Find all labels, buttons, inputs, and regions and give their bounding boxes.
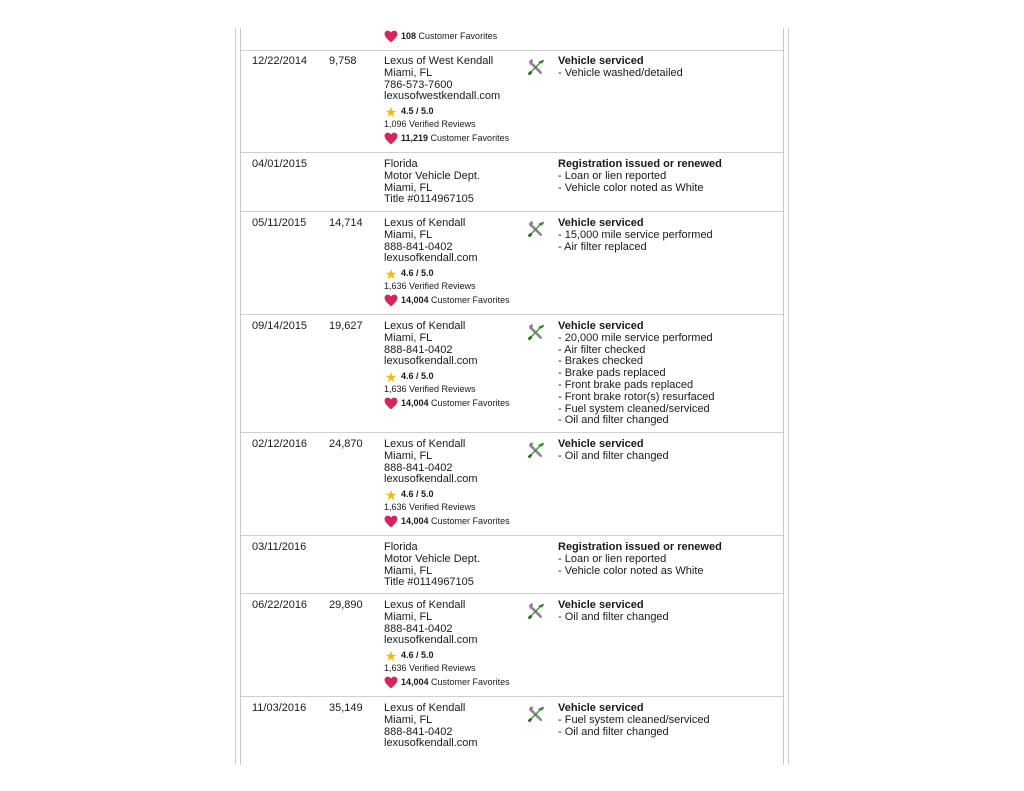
heart-icon	[384, 676, 398, 689]
source-line: lexusofkendall.com	[384, 634, 478, 647]
record-date: 02/12/2016	[252, 438, 308, 450]
record-source	[384, 439, 510, 528]
favorites-line	[384, 30, 497, 43]
detail-item: - Vehicle color noted as White	[558, 564, 704, 577]
favorites-count: 14,004	[401, 676, 429, 687]
record-heading: Vehicle serviced	[558, 55, 644, 67]
service-tools-icon	[527, 58, 545, 76]
favorites-label: Customer Favorites	[431, 397, 510, 408]
source-line: 888-841-0402	[384, 461, 453, 474]
source-line: Miami, FL	[384, 66, 433, 79]
heart-icon	[384, 397, 398, 410]
detail-item: - Oil and filter changed	[558, 725, 669, 738]
rating-line	[384, 370, 510, 383]
detail-item: - 15,000 mile service performed	[558, 228, 713, 241]
detail-item: - Oil and filter changed	[558, 610, 669, 623]
rating-value: 4.6 / 5.0	[401, 489, 434, 500]
record-heading: Vehicle serviced	[558, 599, 644, 611]
source-line: Lexus of Kendall	[384, 599, 466, 611]
source-line: Title #0114967105	[384, 193, 474, 206]
record-mileage: 35,149	[329, 702, 363, 714]
detail-item: - 20,000 mile service performed	[558, 331, 713, 344]
favorites-count: 14,004	[401, 515, 429, 526]
record-mileage: 19,627	[329, 320, 363, 332]
favorites-label: Customer Favorites	[431, 294, 510, 305]
reviews-count: 1,636 Verified Reviews	[384, 281, 476, 292]
source-line: Miami, FL	[384, 610, 433, 623]
detail-item: - Vehicle washed/detailed	[558, 66, 683, 79]
rating-line	[384, 267, 510, 280]
record-mileage: 29,890	[329, 599, 363, 611]
record-heading: Vehicle serviced	[558, 320, 644, 332]
record-heading: Registration issued or renewed	[558, 541, 722, 553]
service-tools-icon	[527, 220, 545, 238]
source-line: Lexus of Kendall	[384, 320, 466, 332]
detail-item: - Fuel system cleaned/serviced	[558, 402, 710, 415]
detail-item: - Front brake rotor(s) resurfaced	[558, 390, 715, 403]
favorites-count: 14,004	[401, 397, 429, 408]
source-line: Lexus of Kendall	[384, 702, 466, 714]
heart-icon	[384, 515, 398, 528]
heart-icon	[384, 132, 398, 145]
source-line: Florida	[384, 158, 418, 170]
source-line: Florida	[384, 541, 418, 553]
source-line: Motor Vehicle Dept.	[384, 169, 480, 182]
history-record	[240, 536, 783, 594]
service-tools-icon	[527, 602, 545, 620]
source-line: Title #0114967105	[384, 576, 474, 589]
record-details	[558, 703, 710, 738]
history-record	[240, 697, 783, 765]
source-line: Miami, FL	[384, 713, 433, 726]
favorites-label: Customer Favorites	[418, 31, 498, 41]
star-icon: ★	[384, 647, 398, 664]
detail-item: - Oil and filter changed	[558, 449, 669, 462]
source-line: 888-841-0402	[384, 343, 453, 356]
detail-item: - Loan or lien reported	[558, 552, 667, 565]
record-details	[558, 159, 722, 194]
detail-item: - Air filter replaced	[558, 240, 647, 253]
reviews-count: 1,636 Verified Reviews	[384, 663, 476, 674]
rating-line	[384, 488, 510, 501]
source-line: Lexus of Kendall	[384, 217, 466, 229]
favorites-line	[384, 676, 510, 689]
source-line: Miami, FL	[384, 181, 433, 194]
favorites-label: Customer Favorites	[430, 132, 510, 143]
source-line: Miami, FL	[384, 331, 433, 344]
rating-value: 4.5 / 5.0	[401, 106, 434, 117]
history-record	[240, 50, 783, 153]
page-frame-right-outer	[788, 28, 789, 765]
service-tools-icon	[527, 323, 545, 341]
favorites-label: Customer Favorites	[431, 676, 510, 687]
service-tools-icon	[527, 705, 545, 723]
record-details	[558, 600, 669, 624]
history-record	[240, 433, 783, 536]
record-mileage: 24,870	[329, 438, 363, 450]
reviews-count: 1,096 Verified Reviews	[384, 119, 476, 130]
detail-item: - Oil and filter changed	[558, 414, 669, 427]
favorites-label: Customer Favorites	[431, 515, 510, 526]
record-source	[384, 542, 480, 589]
source-line: lexusofkendall.com	[384, 355, 478, 368]
record-details	[558, 321, 715, 427]
source-line: Lexus of West Kendall	[384, 55, 494, 67]
history-record	[240, 594, 783, 697]
record-source	[384, 703, 478, 750]
record-source	[384, 321, 510, 410]
source-line: 786-573-7600	[384, 78, 453, 91]
rating-value: 4.6 / 5.0	[401, 371, 434, 382]
rating-value: 4.6 / 5.0	[401, 650, 434, 661]
record-details	[558, 56, 683, 80]
favorites-count: 108	[401, 31, 417, 41]
detail-item: - Brakes checked	[558, 355, 643, 368]
source-line: Lexus of Kendall	[384, 438, 466, 450]
star-icon: ★	[384, 265, 398, 282]
record-date: 09/14/2015	[252, 320, 308, 332]
reviews-count: 1,636 Verified Reviews	[384, 384, 476, 395]
page-frame-left-outer	[235, 28, 236, 765]
record-source	[384, 600, 510, 689]
rating-line	[384, 105, 509, 118]
detail-item: - Brake pads replaced	[558, 367, 666, 380]
source-line: lexusofwestkendall.com	[384, 90, 501, 103]
vehicle-history-table	[240, 0, 783, 765]
previous-record-fragment	[240, 0, 783, 51]
source-line: 888-841-0402	[384, 622, 453, 635]
history-record	[240, 212, 783, 315]
favorites-count: 11,219	[401, 132, 429, 143]
record-details	[558, 542, 722, 577]
star-icon: ★	[384, 486, 398, 503]
source-line: Miami, FL	[384, 449, 433, 462]
source-line: lexusofkendall.com	[384, 473, 478, 486]
record-mileage: 14,714	[329, 217, 363, 229]
record-date: 05/11/2015	[252, 217, 307, 229]
record-heading: Vehicle serviced	[558, 438, 644, 450]
star-icon: ★	[384, 368, 398, 385]
detail-item: - Front brake pads replaced	[558, 378, 694, 391]
favorites-count: 14,004	[401, 294, 429, 305]
heart-icon	[384, 294, 398, 307]
reviews-count: 1,636 Verified Reviews	[384, 502, 476, 513]
detail-item: - Vehicle color noted as White	[558, 181, 704, 194]
heart-icon	[384, 30, 398, 43]
source-line: lexusofkendall.com	[384, 737, 478, 750]
record-date: 04/01/2015	[252, 158, 308, 170]
detail-item: - Air filter checked	[558, 343, 646, 356]
favorites-line	[384, 397, 510, 410]
record-mileage: 9,758	[329, 55, 357, 67]
record-date: 06/22/2016	[252, 599, 308, 611]
page-frame-right-inner	[783, 28, 784, 765]
detail-item: - Loan or lien reported	[558, 169, 667, 182]
rating-line	[384, 649, 510, 662]
favorites-line	[384, 515, 510, 528]
service-tools-icon	[527, 441, 545, 459]
record-source	[384, 56, 509, 145]
record-heading: Vehicle serviced	[558, 702, 644, 714]
history-record	[240, 315, 783, 433]
rating-value: 4.6 / 5.0	[401, 268, 434, 279]
record-source	[384, 159, 480, 206]
source-line: Motor Vehicle Dept.	[384, 552, 480, 565]
star-icon: ★	[384, 103, 398, 120]
source-line: Miami, FL	[384, 228, 433, 241]
favorites-line	[384, 132, 509, 145]
source-line: 888-841-0402	[384, 725, 453, 738]
record-details	[558, 439, 669, 463]
record-date: 11/03/2016	[252, 702, 307, 714]
source-line: Miami, FL	[384, 564, 433, 577]
favorites-line	[384, 294, 510, 307]
record-heading: Vehicle serviced	[558, 217, 644, 229]
detail-item: - Fuel system cleaned/serviced	[558, 713, 710, 726]
record-date: 12/22/2014	[252, 55, 308, 67]
record-date: 03/11/2016	[252, 541, 307, 553]
record-details	[558, 218, 713, 253]
source-line: 888-841-0402	[384, 240, 453, 253]
history-record	[240, 153, 783, 212]
record-heading: Registration issued or renewed	[558, 158, 722, 170]
record-source	[384, 218, 510, 307]
source-line: lexusofkendall.com	[384, 252, 478, 265]
